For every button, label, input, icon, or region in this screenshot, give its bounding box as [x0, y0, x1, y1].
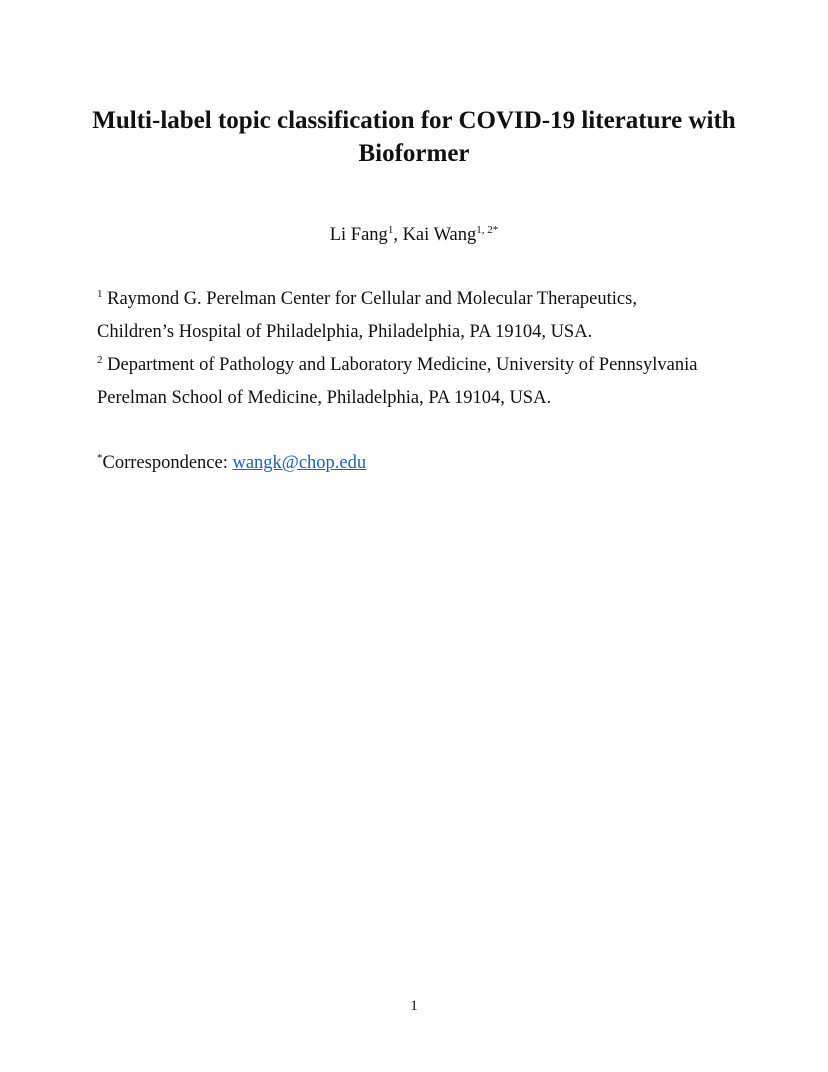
affiliation-1-line-1 [97, 287, 797, 311]
affiliation-2-line-1 [97, 353, 797, 377]
affiliation-1 [97, 287, 797, 344]
correspondence-marker: * [97, 451, 103, 464]
author-affiliation-marker: 1 [387, 223, 394, 236]
correspondence-email-link[interactable]: wangk@chop.edu [232, 453, 367, 473]
affiliation-1-line-2: Children’s Hospital of Philadelphia, Philadelphia, PA 19104, USA. [97, 322, 593, 342]
author-affiliation-marker: 1, 2* [476, 223, 499, 236]
page-number: 1 [410, 998, 418, 1014]
paper-title [60, 104, 768, 170]
affiliation-marker: 1 [97, 287, 103, 300]
affiliation-marker: 2 [97, 353, 103, 366]
affiliation-text: Department of Pathology and Laboratory Medicine, University of Pennsylvania [107, 355, 698, 375]
affiliation-2 [97, 353, 797, 410]
author-separator: , [393, 225, 403, 245]
paper-title-line-2: Bioformer [358, 140, 470, 167]
affiliation-2-line-2: Perelman School of Medicine, Philadelphia, PA 19104, USA. [97, 388, 552, 408]
correspondence [97, 451, 366, 475]
author-name: Kai Wang [402, 225, 477, 245]
correspondence-label: Correspondence: [102, 453, 233, 473]
author-name: Li Fang [329, 225, 388, 245]
affiliation-text: Raymond G. Perelman Center for Cellular and Molecular Therapeutics, [107, 289, 637, 309]
author-list [0, 223, 828, 247]
paper-title-line-1: Multi-label topic classification for COVID-19 literature with [92, 107, 736, 134]
